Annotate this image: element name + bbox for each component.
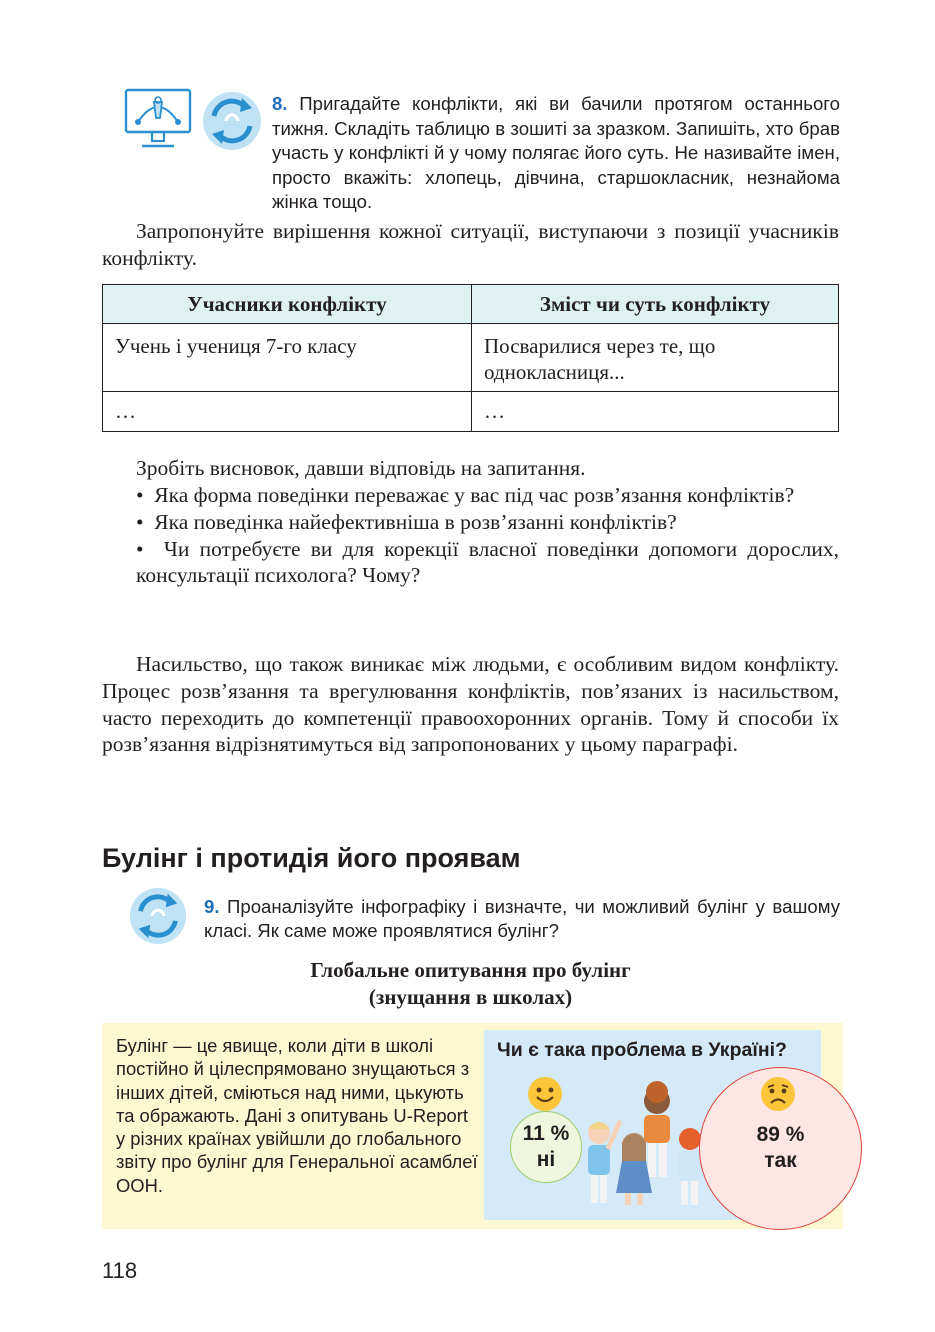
column-header: Зміст чи суть конфлікту: [472, 285, 839, 324]
yes-percent: 89 %: [756, 1123, 805, 1146]
bullet: •: [136, 483, 144, 507]
section-title: Булінг і протидія його проявам: [102, 843, 521, 873]
cycle-arrows-icon: [200, 90, 264, 152]
bullet: •: [136, 536, 144, 561]
table-cell: …: [103, 392, 472, 432]
question-list: [136, 482, 839, 589]
yes-label: так: [764, 1149, 797, 1172]
table-cell: Учень і учениця 7-го класу: [103, 324, 472, 392]
infographic-title-line: Глобальне опитування про булінг: [310, 958, 631, 982]
question-text: Яка форма поведінки переважає у вас під час розв’язання конфліктів?: [154, 483, 795, 507]
cycle-arrows-icon: [127, 886, 189, 946]
column-header: Учасники конфлікту: [103, 285, 472, 324]
task-number: 8.: [272, 93, 288, 114]
conclusion-lead: Зробіть висновок, давши відповідь на запитання.: [136, 456, 586, 480]
task-text: Пригадайте конфлікти, які ви бачили протягом останнього тижня. Складіть таблицю в зошиті за зразком. Запишіть, хто брав участь у конфлікті й у чому полягає його суть. Не називайте імен, просто вкажіть: хлопець, дівчина, старшокласник, незнайома жінка тощо.: [272, 93, 840, 212]
list-item: [136, 482, 839, 509]
worried-face-icon: [760, 1076, 796, 1112]
table-cell: [472, 324, 839, 392]
infographic-title-line: (знущання в школах): [368, 985, 573, 1009]
table-row: [103, 324, 839, 392]
table-row: [103, 392, 839, 432]
task-8: [272, 92, 840, 215]
task-text: Проаналізуйте інфографіку і визначте, чи можливий булінг у вашому класі. Як саме може проявлятися булінг?: [204, 896, 840, 941]
table-cell: …: [472, 392, 839, 432]
bullet: •: [136, 509, 144, 534]
question-text: Чи потребуєте ви для корекції власної поведінки допомоги дорослих, консультації психолога? Чому?: [136, 536, 839, 588]
intro-paragraph: Запропонуйте вирішення кожної ситуації, виступаючи з позиції учасників конфлікту.: [102, 219, 839, 270]
list-item: [136, 509, 839, 536]
monitor-icon: [124, 88, 192, 150]
no-percent: 11 %: [522, 1122, 570, 1145]
table-header-row: [103, 285, 839, 324]
cell-text: Посварилися через те, що однокласниця...: [484, 334, 716, 384]
list-item: [136, 536, 839, 590]
smiling-face-icon: [527, 1076, 563, 1112]
survey-question: Чи є така проблема в Україні?: [497, 1039, 787, 1061]
task-number: 9.: [204, 896, 220, 917]
infographic-title: [102, 957, 839, 1011]
violence-paragraph: Насильство, що також виникає між людьми, є особливим видом конфлікту. Процес розв’язання та врегулювання конфліктів, пов’язаних із насильством, часто переходить до компетенції правоохоронних органів. Тому й способи їх розв’язання відрізнятимуться від запропонованих у цьому параграфі.: [102, 652, 839, 757]
task-9: [204, 895, 840, 943]
bullying-definition: Булінг — це явище, коли діти в школі постійно й цілеспрямовано знущаються з інших дітей, сміються над ними, цькують та ображають. Дані з опитувань U-Report у різних країнах увійшли до глобального звіту про булінг для Генеральної асамблеї ООН.: [116, 1035, 478, 1196]
page-number: 118: [102, 1258, 138, 1283]
question-text: Яка поведінка найефективніша в розв’язанні конфліктів?: [154, 509, 677, 534]
no-label: ні: [536, 1148, 556, 1171]
conflict-table: [102, 284, 839, 432]
